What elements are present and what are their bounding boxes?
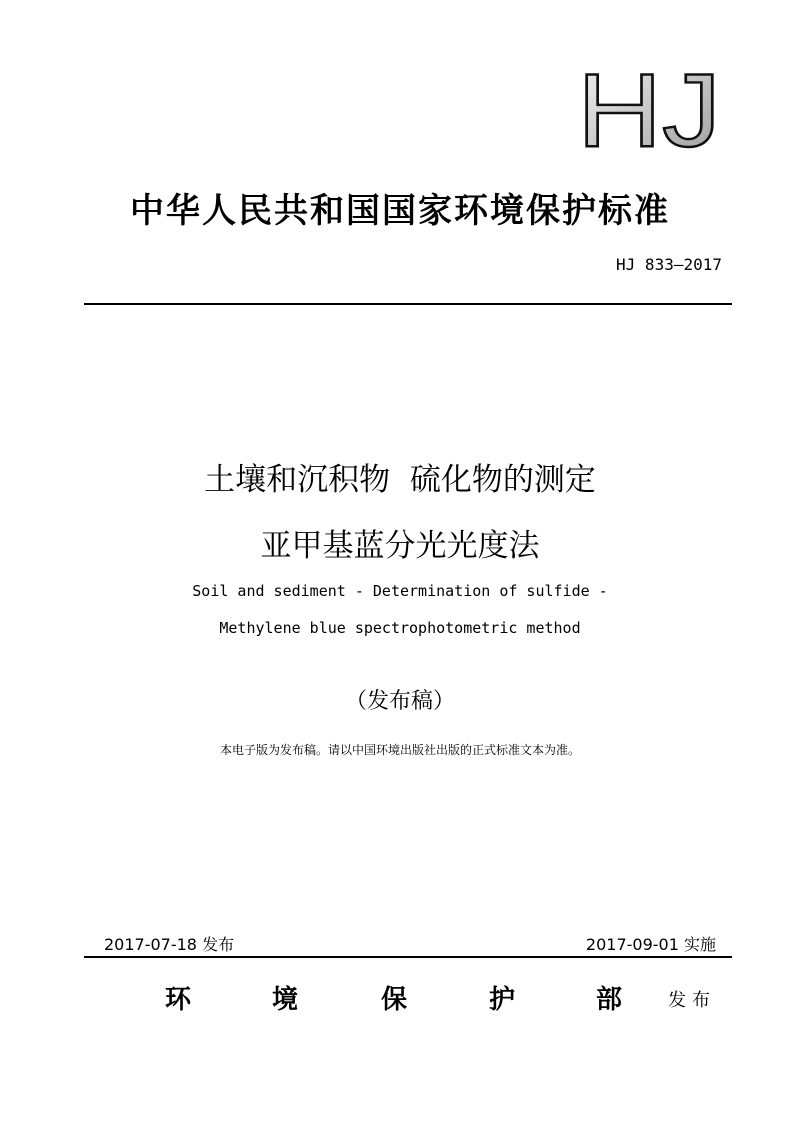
hj-logo-text: HJ [577,64,721,150]
standard-code: HJ 833—2017 [616,255,722,274]
publisher-char: 环 [165,985,192,1015]
title-cn-line-1: 土壤和沉积物 硫化物的测定 [204,462,596,498]
footer-divider [84,956,732,958]
header-divider [84,303,732,305]
hj-logo [574,64,724,150]
publisher-char: 保 [381,985,408,1015]
edition-notice: 本电子版为发布稿。请以中国环境出版社出版的正式标准文本为准。 [219,743,580,757]
title-cn-line-2: 亚甲基蓝分光光度法 [260,528,540,564]
publisher-char: 境 [272,985,299,1015]
title-en-line-2: Methylene blue spectrophotometric method [219,619,581,637]
issue-date: 2017-07-18 发布 [104,935,235,954]
draft-label: （发布稿） [344,689,455,714]
publish-suffix: 发布 [668,990,716,1011]
implementation-date: 2017-09-01 实施 [585,935,716,954]
publisher-char: 护 [489,985,516,1015]
title-en-line-1: Soil and sediment - Determination of sulfide - [192,582,608,600]
organization-title: 中华人民共和国国家环境保护标准 [130,191,670,231]
publisher-char: 部 [596,985,623,1015]
